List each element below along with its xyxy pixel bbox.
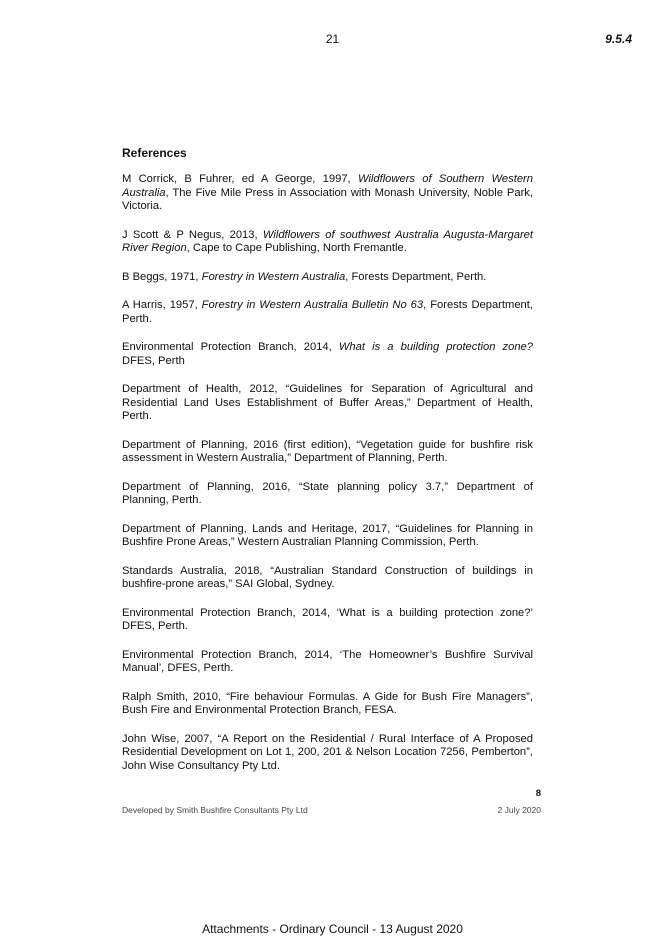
reference-text: Ralph Smith, 2010, “Fire behaviour Formulas. A Gide for Bush Fire Managers”, Bush Fire and Environmental Protection Branch, FESA.: [122, 690, 533, 716]
reference-entry: [122, 439, 533, 466]
reference-entry: [122, 271, 533, 285]
reference-entry: [122, 229, 533, 256]
reference-title: What is a building protection zone?: [338, 341, 533, 353]
attachments-footer: Attachments - Ordinary Council - 13 August 2020: [202, 922, 463, 936]
reference-text: J Scott & P Negus, 2013,: [122, 228, 263, 241]
reference-entry: [122, 523, 533, 550]
reference-entry: [122, 173, 533, 214]
references-title: References: [122, 146, 187, 160]
reference-text: B Beggs, 1971,: [122, 270, 202, 283]
reference-text: , Forests Department, Perth.: [122, 299, 534, 325]
reference-text: Environmental Protection Branch, 2014,: [122, 341, 339, 353]
reference-text: Environmental Protection Branch, 2014, ‘The Homeowner’s Bushfire Survival Manual’, DFES, Perth.: [122, 648, 533, 674]
reference-text: M Corrick, B Fuhrer, ed A George, 1997,: [122, 173, 358, 185]
reference-text: , Cape to Cape Publishing, North Fremantle.: [186, 242, 407, 254]
footer-page-number: 8: [535, 788, 541, 799]
reference-text: DFES, Perth: [122, 354, 185, 367]
references-section: [122, 146, 533, 788]
reference-text: John Wise, 2007, “A Report on the Residential / Rural Interface of A Proposed Residential Development on Lot 1, 200, 201 & Nelson Location 7256, Pemberton”, John Wise Consultancy Pty Ltd.: [122, 732, 533, 772]
reference-entry: [122, 481, 533, 508]
reference-entry: [122, 607, 533, 634]
reference-entry: [122, 691, 533, 718]
reference-text: Department of Planning, 2016, “State planning policy 3.7,” Department of Planning, Perth.: [122, 480, 533, 506]
reference-text: , The Five Mile Press in Association with Monash University, Noble Park, Victoria.: [122, 186, 533, 212]
agenda-item-code: 9.5.4: [605, 32, 632, 46]
footer-date: 2 July 2020: [497, 805, 541, 815]
reference-entry: [122, 341, 533, 368]
reference-title: Wildflowers of Southern Western Australia: [122, 173, 533, 199]
reference-entry: [122, 649, 533, 676]
reference-entry: [122, 383, 533, 424]
reference-title: Wildflowers of southwest Australia Augusta-Margaret River Region: [122, 228, 534, 254]
reference-entry: [122, 565, 533, 592]
reference-text: Department of Planning, 2016 (first edition), “Vegetation guide for bushfire risk assessment in Western Australia,” Department of Planning, Perth.: [122, 438, 533, 464]
reference-title: Forestry in Western Australia: [201, 270, 346, 283]
reference-text: Environmental Protection Branch, 2014, ‘What is a building protection zone?’ DFES, Perth.: [122, 606, 533, 632]
reference-list: [122, 173, 533, 773]
footer-developer: Developed by Smith Bushfire Consultants Pty Ltd: [122, 805, 308, 815]
reference-text: Department of Planning, Lands and Heritage, 2017, “Guidelines for Planning in Bushfire Prone Areas,” Western Australian Planning Commission, Perth.: [122, 522, 533, 548]
reference-entry: [122, 299, 533, 326]
reference-text: Department of Health, 2012, “Guidelines for Separation of Agricultural and Residential Land Uses Establishment of Buffer Areas,” Department of Health, Perth.: [122, 383, 533, 422]
reference-title: Forestry in Western Australia Bulletin No 63: [201, 299, 424, 311]
reference-text: A Harris, 1957,: [122, 299, 202, 311]
reference-text: Standards Australia, 2018, “Australian Standard Construction of buildings in bushfire-prone areas,” SAI Global, Sydney.: [122, 564, 533, 590]
reference-text: , Forests Department, Perth.: [345, 270, 487, 283]
reference-entry: [122, 733, 533, 774]
page-number: 21: [325, 32, 340, 46]
